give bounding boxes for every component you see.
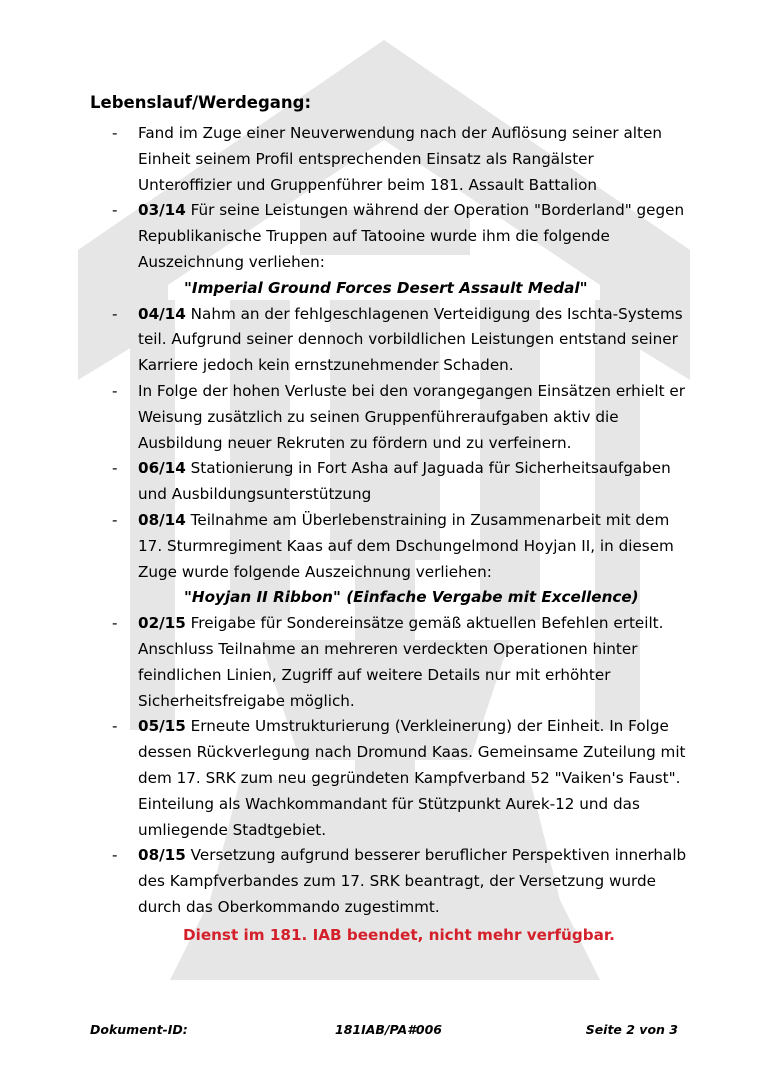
career-entry — [90, 198, 690, 301]
service-status-notice: Dienst im 181. IAB beendet, nicht mehr verfügbar. — [183, 925, 615, 944]
section-heading: Lebenslauf/Werdegang: — [90, 93, 312, 112]
bullet-dash: - — [112, 717, 118, 736]
entry-date: 02/15 — [138, 614, 186, 633]
career-entry — [90, 456, 690, 508]
entry-date: 08/14 — [138, 510, 186, 529]
bullet-dash: - — [112, 846, 118, 865]
entry-text: In Folge der hohen Verluste bei den vorangegangen Einsätzen erhielt er Weisung zusätzlich zu seinen Gruppenführeraufgaben aktiv die Ausbildung neuer Rekruten zu fördern und zu verfeinern. — [138, 381, 685, 452]
bullet-dash: - — [112, 459, 118, 478]
page-number: Seite 2 von 3 — [585, 1022, 678, 1037]
document-body — [90, 90, 690, 948]
bullet-dash: - — [112, 201, 118, 220]
entry-text: Nahm an der fehlgeschlagenen Verteidigung des Ischta-Systems teil. Aufgrund seiner dennoch vorbildlichen Leistungen entstand seiner Karriere jedoch kein ernstzunehmender Schaden. — [138, 304, 683, 375]
entry-date: 08/15 — [138, 846, 186, 865]
entry-medal: "Imperial Ground Forces Desert Assault Medal" — [184, 278, 588, 297]
entry-text: Erneute Umstrukturierung (Verkleinerung) der Einheit. In Folge dessen Rückverlegung nach Dromund Kaas. Gemeinsame Zuteilung mit dem 17. SRK zum neu gegründeten Kampfverband 52 "Vaiken's Faust". Einteilung als Wachkommandant für Stützpunkt Aurek-12 und das umliegende Stadtgebiet. — [138, 717, 686, 839]
entry-text: Stationierung in Fort Asha auf Jaguada für Sicherheitsaufgaben und Ausbildungsunterstützung — [138, 459, 671, 504]
entry-date: 04/14 — [138, 304, 186, 323]
entry-text: Freigabe für Sondereinsätze gemäß aktuellen Befehlen erteilt. Anschluss Teilnahme an mehreren verdeckten Operationen hinter feindlichen Linien, Zugriff auf weitere Details nur mit erhöhter Sicherheitsfreigabe möglich. — [138, 614, 664, 710]
bullet-dash: - — [112, 510, 118, 529]
entry-text: Für seine Leistungen während der Operation "Borderland" gegen Republikanische Truppen auf Tatooine wurde ihm die folgende Auszeichnung verliehen: — [138, 201, 685, 271]
doc-id-label: Dokument-ID: — [90, 1022, 188, 1037]
entry-text: Versetzung aufgrund besserer beruflicher Perspektiven innerhalb des Kampfverbandes zum 17. SRK beantragt, der Versetzung wurde durch das Oberkommando zugestimmt. — [138, 846, 687, 916]
entry-date: 05/15 — [138, 717, 186, 736]
doc-id-value: 181IAB/PA#006 — [335, 1022, 442, 1037]
entry-medal: "Hoyjan II Ribbon" (Einfache Vergabe mit Excellence) — [184, 588, 639, 607]
career-entry — [90, 302, 690, 379]
bullet-dash: - — [112, 614, 118, 633]
career-entry — [90, 843, 690, 920]
career-entry — [90, 379, 690, 456]
entry-text: Teilnahme am Überlebenstraining in Zusammenarbeit mit dem 17. Sturmregiment Kaas auf dem Dschungelmond Hoyjan II, in diesem Zuge wurde folgende Auszeichnung verliehen: — [138, 510, 674, 581]
bullet-dash: - — [112, 381, 118, 400]
bullet-dash: - — [112, 124, 118, 142]
career-entry — [90, 508, 690, 611]
career-entry — [90, 121, 690, 198]
entry-text: Fand im Zuge einer Neuverwendung nach der Auflösung seiner alten Einheit seinem Profil entsprechenden Einsatz als Rangälster Unteroffizier und Gruppenführer beim 181. Assault Battalion — [138, 124, 662, 194]
entry-date: 06/14 — [138, 459, 186, 478]
career-list — [90, 121, 690, 921]
bullet-dash: - — [112, 304, 118, 323]
career-entry — [90, 714, 690, 843]
entry-date: 03/14 — [138, 201, 186, 220]
career-entry — [90, 611, 690, 714]
